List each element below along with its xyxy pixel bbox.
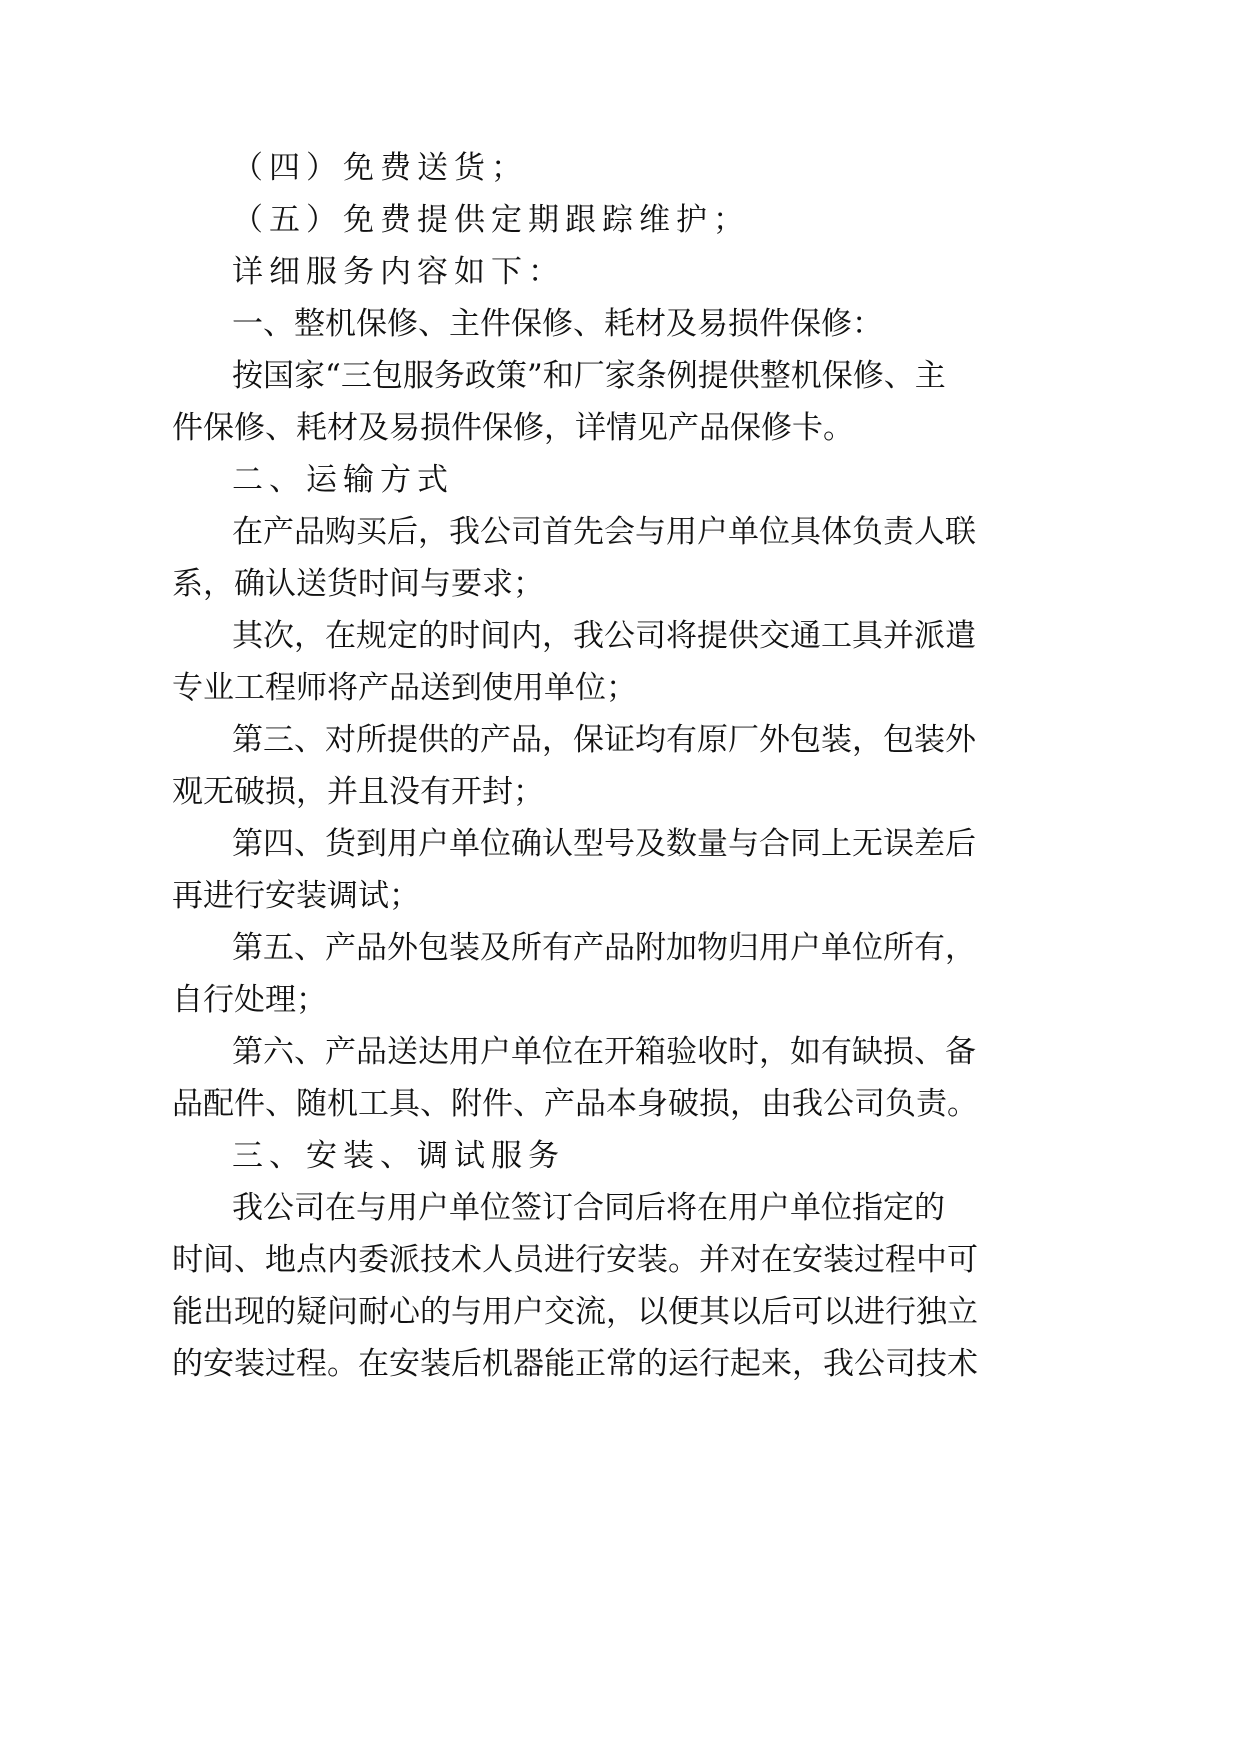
text-line: 我公司在与用户单位签订合同后将在用户单位指定的 — [232, 1190, 945, 1226]
text-line: （四）免费送货； — [232, 150, 528, 186]
text-line: 再进行安装调试； — [172, 878, 420, 914]
text-line: 第三、对所提供的产品，保证均有原厂外包装，包装外 — [232, 722, 976, 758]
text-line: （五）免费提供定期跟踪维护； — [232, 202, 750, 238]
text-line: 的安装过程。在安装后机器能正常的运行起来，我公司技术 — [172, 1346, 978, 1382]
text-line: 详细服务内容如下： — [232, 254, 565, 290]
text-line: 品配件、随机工具、附件、产品本身破损，由我公司负责。 — [172, 1086, 978, 1122]
text-line: 第六、产品送达用户单位在开箱验收时，如有缺损、备 — [232, 1034, 976, 1070]
text-line: 件保修、耗材及易损件保修，详情见产品保修卡。 — [172, 410, 854, 446]
text-line: 专业工程师将产品送到使用单位； — [172, 670, 637, 706]
text-line: 在产品购买后，我公司首先会与用户单位具体负责人联 — [232, 514, 976, 550]
text-line: 时间、地点内委派技术人员进行安装。并对在安装过程中可 — [172, 1242, 978, 1278]
text-line: 系，确认送货时间与要求； — [172, 566, 544, 602]
text-line: 能出现的疑问耐心的与用户交流，以便其以后可以进行独立 — [172, 1294, 978, 1330]
section-heading: 二、运输方式 — [232, 462, 454, 498]
section-heading: 三、安装、调试服务 — [232, 1138, 565, 1174]
text-line: 第五、产品外包装及所有产品附加物归用户单位所有， — [232, 930, 976, 966]
text-line: 按国家“三包服务政策”和厂家条例提供整机保修、主 — [232, 358, 946, 394]
text-line: 第四、货到用户单位确认型号及数量与合同上无误差后 — [232, 826, 976, 862]
text-line: 观无破损，并且没有开封； — [172, 774, 544, 810]
text-line: 自行处理； — [172, 982, 327, 1018]
text-line: 其次，在规定的时间内，我公司将提供交通工具并派遣 — [232, 618, 976, 654]
section-heading: 一、整机保修、主件保修、耗材及易损件保修： — [232, 306, 883, 342]
